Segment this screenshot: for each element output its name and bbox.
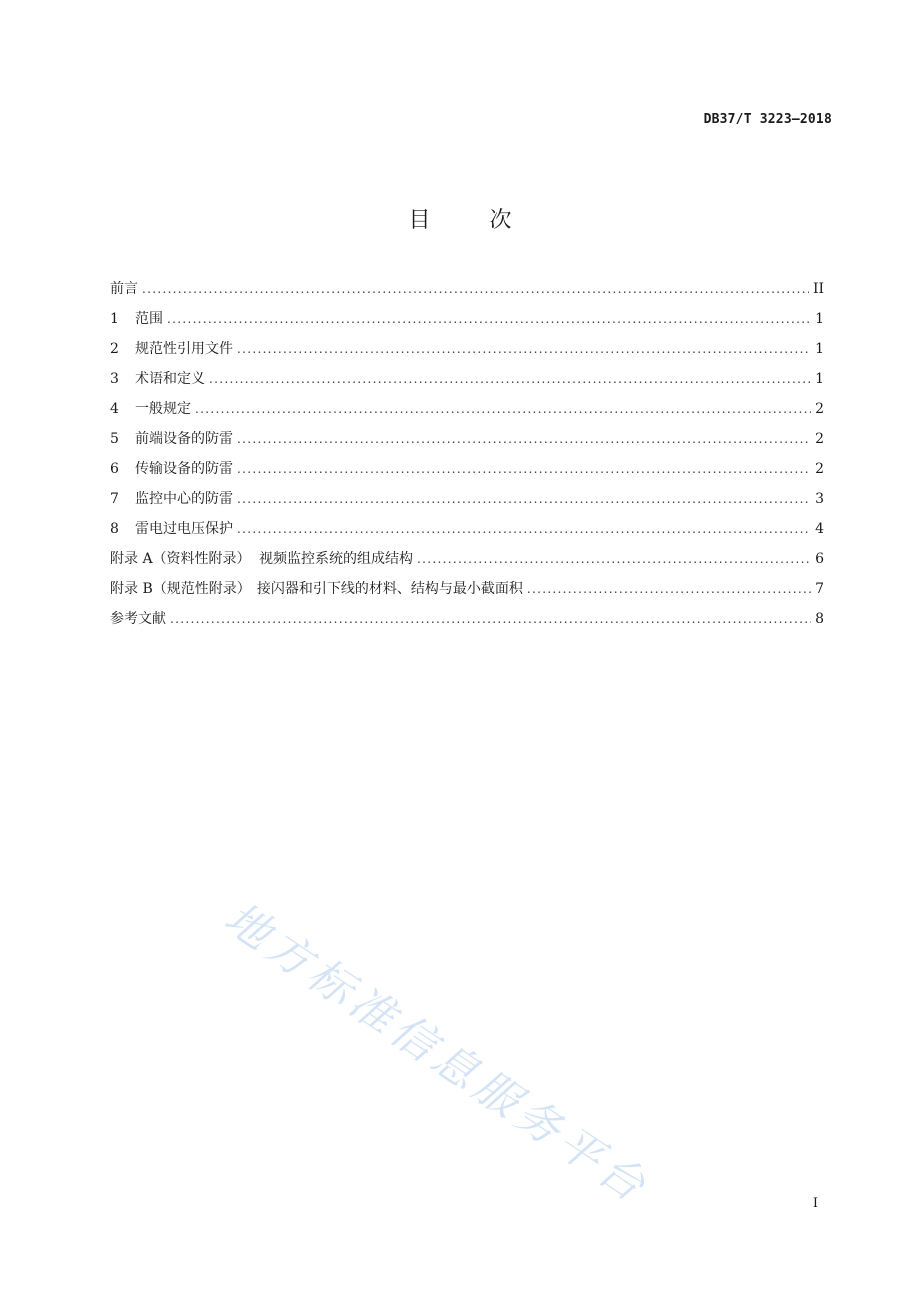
toc-page-number: 3 [815,491,824,507]
toc-number: 6 [110,461,119,477]
toc-page-number: 4 [815,521,824,537]
toc-page-number: 6 [815,551,824,567]
toc-number: 5 [110,431,119,447]
toc-entry-appendix-a[interactable] [110,548,824,578]
toc-entry-references[interactable] [110,608,824,638]
toc-label: 附录 B（规范性附录） [110,581,251,597]
toc-entry-appendix-b[interactable] [110,578,824,608]
toc-entry-8[interactable] [110,518,824,548]
toc-page-number: 7 [815,581,824,597]
toc-entry-6[interactable] [110,458,824,488]
toc-leader-dots [170,612,811,626]
toc-leader-dots [209,372,811,386]
toc-appendix-title: 接闪器和引下线的材料、结构与最小截面积 [256,581,523,597]
toc-number: 3 [110,371,119,387]
toc-label: 附录 A（资料性附录） [110,551,251,567]
toc-label: 雷电过电压保护 [135,521,233,537]
toc-number: 8 [110,521,119,537]
standard-number: DB37/T 3223—2018 [703,112,832,127]
toc-leader-dots [237,522,811,536]
page-number: I [812,1196,818,1211]
toc-leader-dots [237,492,811,506]
toc-leader-dots [417,552,811,566]
toc-leader-dots [237,462,811,476]
toc-label: 前端设备的防雷 [135,431,233,447]
toc-label: 范围 [135,311,163,327]
toc-entry-3[interactable] [110,368,824,398]
toc-page-number: 1 [815,311,824,327]
toc-page-number: 8 [815,611,824,627]
toc-label: 监控中心的防雷 [135,491,233,507]
toc-entry-foreword[interactable] [110,278,824,308]
toc-label: 术语和定义 [135,371,205,387]
toc-leader-dots [195,402,811,416]
toc-number: 4 [110,401,119,417]
page-title: 目 次 [408,208,538,233]
toc-page-number: 1 [815,371,824,387]
toc-appendix-title: 视频监控系统的组成结构 [259,551,414,567]
toc-page-number: 1 [815,341,824,357]
toc-leader-dots [527,582,811,596]
toc-entry-2[interactable] [110,338,824,368]
toc-entry-1[interactable] [110,308,824,338]
table-of-contents [110,278,824,638]
toc-entry-4[interactable] [110,398,824,428]
toc-leader-dots [142,282,809,296]
toc-leader-dots [237,342,811,356]
toc-label: 参考文献 [110,611,166,627]
toc-leader-dots [237,432,811,446]
toc-number: 7 [110,491,119,507]
toc-label: 前言 [110,281,138,297]
toc-number: 2 [110,341,119,357]
toc-label: 规范性引用文件 [135,341,233,357]
toc-entry-7[interactable] [110,488,824,518]
toc-page-number: 2 [815,461,824,477]
toc-number: 1 [110,311,119,327]
watermark: 地方标准信息服务平台 [215,892,659,1215]
toc-entry-5[interactable] [110,428,824,458]
toc-label: 一般规定 [135,401,191,417]
toc-page-number: 2 [815,401,824,417]
toc-page-number: 2 [815,431,824,447]
toc-page-number: II [812,281,824,297]
toc-label: 传输设备的防雷 [135,461,233,477]
toc-leader-dots [167,312,811,326]
